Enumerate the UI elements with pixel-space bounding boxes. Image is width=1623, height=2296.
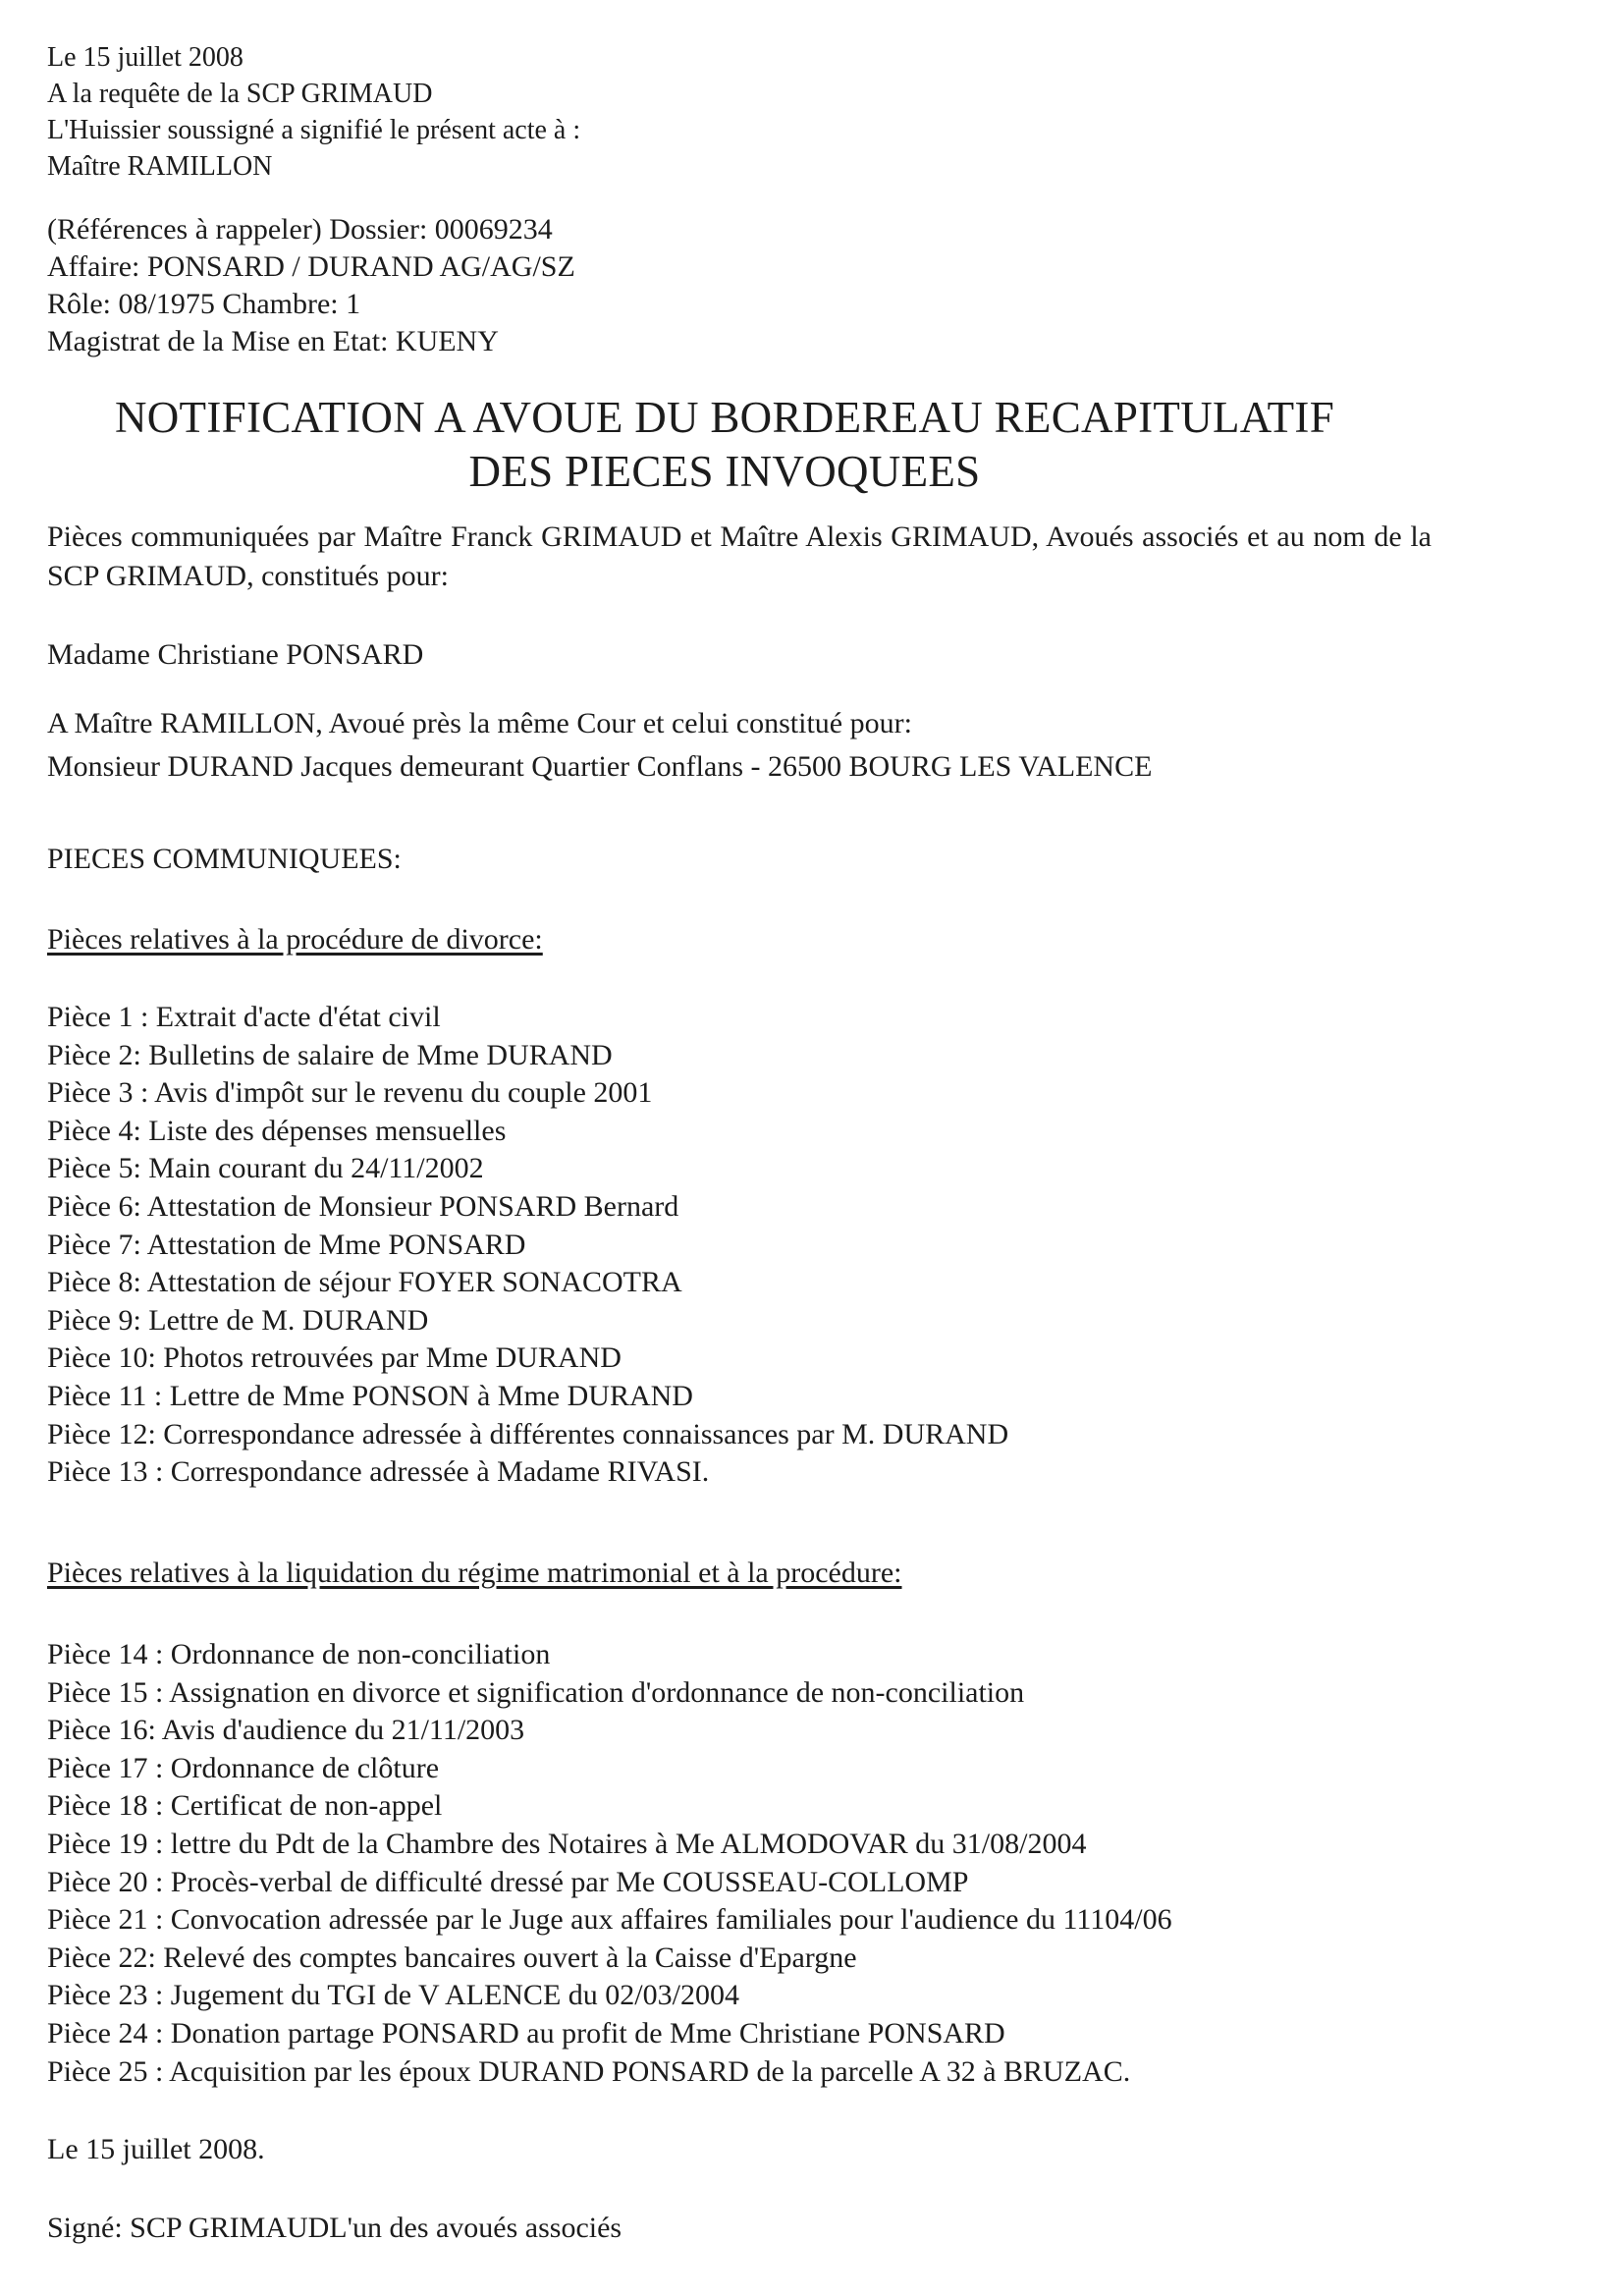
document-title — [47, 391, 1402, 499]
list-item: Pièce 13 : Correspondance adressée à Madame RIVASI. — [47, 1455, 710, 1489]
list-item: Pièce 1 : Extrait d'acte d'état civil — [47, 1001, 441, 1033]
list-item: Pièce 14 : Ordonnance de non-conciliation — [47, 1638, 551, 1670]
list-item: Pièce 25 : Acquisition par les époux DURAND PONSARD de la parcelle A 32 à BRUZAC. — [47, 2054, 1131, 2088]
list-item: Pièce 5: Main courant du 24/11/2002 — [47, 1152, 484, 1185]
section-liquidation-heading: Pièces relatives à la liquidation du régime matrimonial et à la procédure: — [47, 1557, 902, 1589]
title-line-2: DES PIECES INVOQUEES — [468, 447, 981, 496]
list-item: Pièce 24 : Donation partage PONSARD au profit de Mme Christiane PONSARD — [47, 2016, 1005, 2050]
list-item: Pièce 9: Lettre de M. DURAND — [47, 1303, 429, 1337]
addressee-line: A Maître RAMILLON, Avoué près la même Cour et celui constitué pour: — [47, 707, 912, 739]
intro-paragraph: Pièces communiquées par Maître Franck GRIMAUD et Maître Alexis GRIMAUD, Avoués associés et au nom de la SCP GRIMAUD, constitués pour: — [47, 520, 1432, 592]
client-name: Madame Christiane PONSARD — [47, 638, 424, 671]
list-item: Pièce 21 : Convocation adressée par le Juge aux affaires familiales pour l'audience du 11104/06 — [47, 1903, 1172, 1937]
list-item: Pièce 23 : Jugement du TGI de V ALENCE du 02/03/2004 — [47, 1979, 739, 2012]
opponent-line: Monsieur DURAND Jacques demeurant Quartier Conflans - 26500 BOURG LES VALENCE — [47, 750, 1153, 783]
header-requester: A la requête de la SCP GRIMAUD — [47, 79, 433, 109]
reference-affaire: Affaire: PONSARD / DURAND AG/AG/SZ — [47, 250, 575, 283]
list-item: Pièce 11 : Lettre de Mme PONSON à Mme DURAND — [47, 1379, 693, 1412]
section-divorce-heading: Pièces relatives à la procédure de divorce: — [47, 923, 543, 956]
list-item: Pièce 20 : Procès-verbal de difficulté dressé par Me COUSSEAU-COLLOMP — [47, 1865, 969, 1898]
list-item: Pièce 16: Avis d'audience du 21/11/2003 — [47, 1714, 525, 1747]
list-item: Pièce 22: Relevé des comptes bancaires ouvert à la Caisse d'Epargne — [47, 1941, 857, 1974]
section-divorce-list — [47, 999, 1008, 1492]
pieces-heading: PIECES COMMUNIQUEES: — [47, 843, 402, 875]
list-item: Pièce 8: Attestation de séjour FOYER SONACOTRA — [47, 1266, 682, 1299]
list-item: Pièce 15 : Assignation en divorce et signification d'ordonnance de non-conciliation — [47, 1675, 1025, 1709]
reference-dossier: (Références à rappeler) Dossier: 00069234 — [47, 213, 553, 246]
reference-magistrat: Magistrat de la Mise en Etat: KUENY — [47, 325, 499, 357]
header-notice: L'Huissier soussigné a signifié le présent acte à : — [47, 115, 581, 145]
header-recipient: Maître RAMILLON — [47, 151, 273, 182]
footer-date: Le 15 juillet 2008. — [47, 2133, 265, 2165]
references-block — [47, 211, 575, 360]
header-block — [47, 39, 580, 185]
reference-role: Rôle: 08/1975 Chambre: 1 — [47, 288, 361, 320]
list-item: Pièce 3 : Avis d'impôt sur le revenu du couple 2001 — [47, 1076, 653, 1110]
list-item: Pièce 7: Attestation de Mme PONSARD — [47, 1228, 526, 1261]
header-date: Le 15 juillet 2008 — [47, 42, 243, 73]
list-item: Pièce 2: Bulletins de salaire de Mme DURAND — [47, 1038, 613, 1071]
list-item: Pièce 6: Attestation de Monsieur PONSARD Bernard — [47, 1189, 679, 1223]
footer-signature: Signé: SCP GRIMAUDL'un des avoués associés — [47, 2212, 622, 2244]
title-line-1: NOTIFICATION A AVOUE DU BORDEREAU RECAPITULATIF — [114, 393, 1335, 442]
list-item: Pièce 17 : Ordonnance de clôture — [47, 1751, 440, 1784]
list-item: Pièce 12: Correspondance adressée à différentes connaissances par M. DURAND — [47, 1417, 1009, 1450]
list-item: Pièce 10: Photos retrouvées par Mme DURAND — [47, 1341, 622, 1375]
list-item: Pièce 4: Liste des dépenses mensuelles — [47, 1114, 507, 1147]
list-item: Pièce 18 : Certificat de non-appel — [47, 1789, 443, 1823]
list-item: Pièce 19 : lettre du Pdt de la Chambre des Notaires à Me ALMODOVAR du 31/08/2004 — [47, 1827, 1087, 1860]
section-liquidation-list — [47, 1636, 1172, 2091]
